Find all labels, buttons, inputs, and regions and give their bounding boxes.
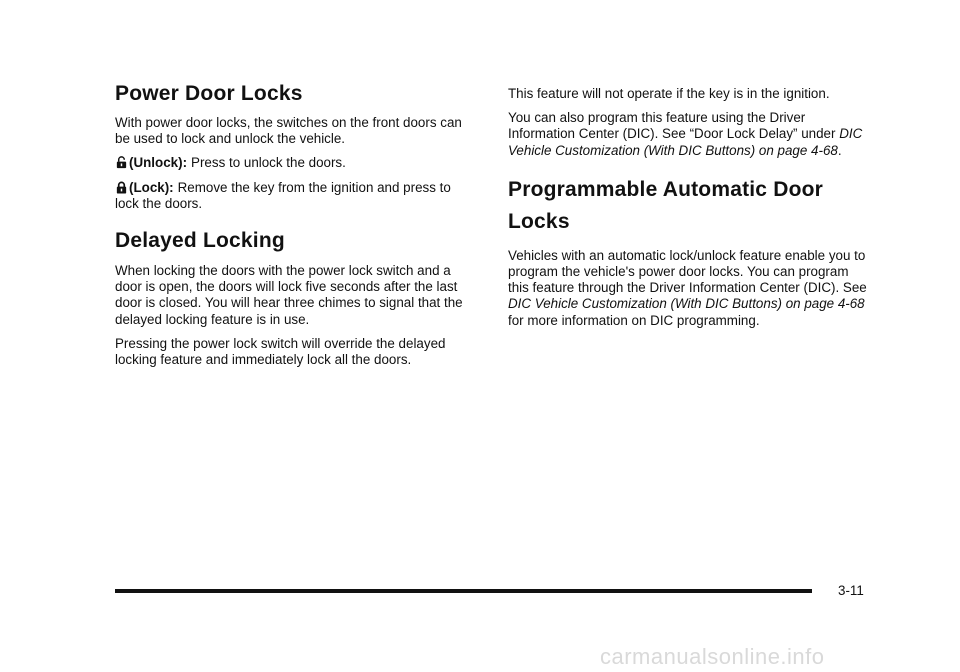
dic-program-end: .: [837, 142, 842, 158]
dic-program-paragraph: [508, 110, 870, 159]
left-column: [115, 82, 477, 376]
unlock-description: Press to unlock the doors.: [191, 155, 346, 171]
ignition-note: This feature will not operate if the key is in the ignition.: [508, 86, 830, 101]
lock-term: (Lock):: [129, 179, 174, 195]
cross-reference-link[interactable]: DIC Vehicle Customization (With DIC Buttons) on page 4-68: [508, 126, 863, 158]
dic-program-text: You can also program this feature using the Driver Information Center (DIC). See “Door Lock Delay” under: [508, 110, 836, 142]
right-column: [508, 86, 870, 337]
lock-description: Remove the key from the ignition and press to lock the doors.: [115, 179, 451, 211]
section-heading-delayed-locking: Delayed Locking: [115, 229, 285, 253]
page-number: 3-11: [838, 583, 864, 598]
auto-lock-paragraph: [508, 248, 870, 329]
auto-lock-end: for more information on DIC programming.: [508, 312, 760, 328]
delayed-locking-paragraph: When locking the doors with the power lock switch and a door is open, the doors will lock five seconds after the last door is closed. You will hear three chimes to signal that the delayed locking feature is in use.: [115, 263, 463, 327]
auto-lock-text: Vehicles with an automatic lock/unlock feature enable you to program the vehicle's power door locks. You can program this feature through the Driver Information Center (DIC). See: [508, 247, 867, 296]
lock-item: [115, 180, 477, 212]
cross-reference-link[interactable]: DIC Vehicle Customization (With DIC Buttons) on page 4-68: [508, 296, 865, 312]
unlock-icon: [115, 156, 128, 169]
section-heading-programmable-locks: Programmable Automatic Door Locks: [508, 177, 824, 233]
lock-icon: [115, 181, 128, 194]
watermark: carmanualsonline.info: [600, 644, 825, 669]
intro-paragraph: With power door locks, the switches on the front doors can be used to lock and unlock the vehicle.: [115, 115, 462, 147]
unlock-term: (Unlock):: [129, 155, 188, 171]
override-paragraph: Pressing the power lock switch will override the delayed locking feature and immediately lock all the doors.: [115, 335, 446, 368]
footer-rule: [115, 589, 812, 593]
section-heading-power-door-locks: Power Door Locks: [115, 82, 303, 105]
unlock-item: [115, 155, 477, 171]
